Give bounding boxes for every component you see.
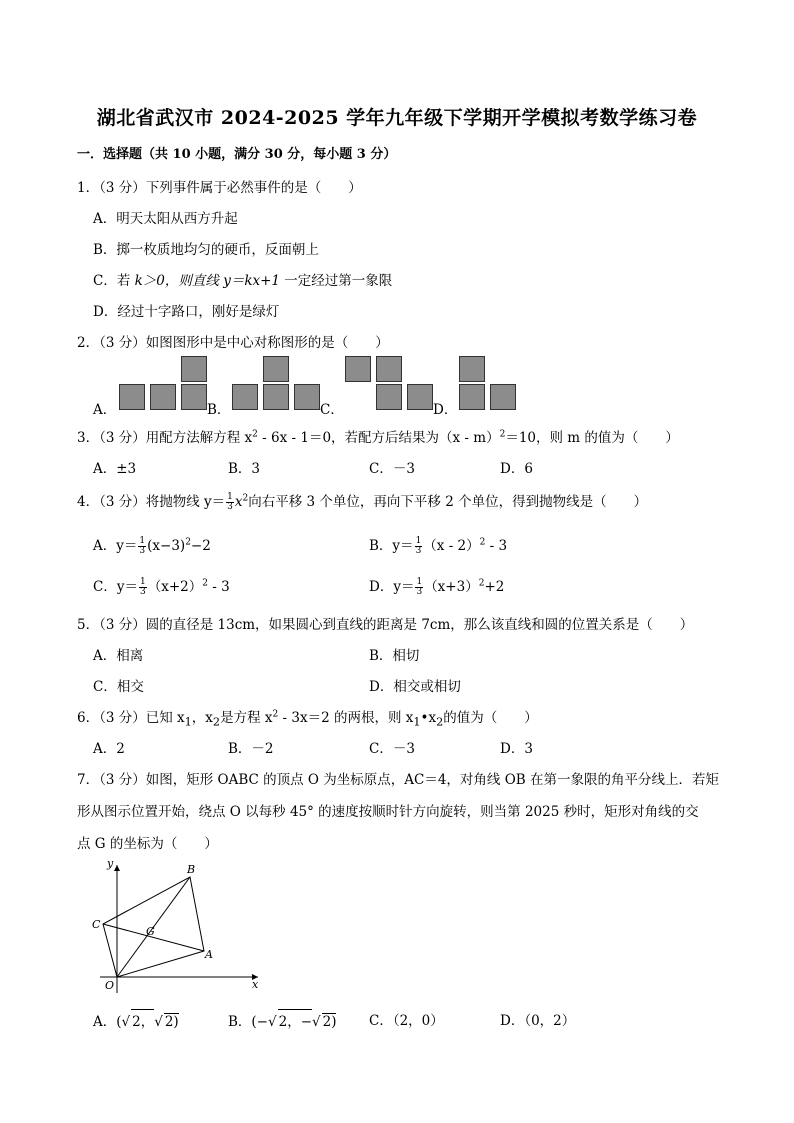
q1-stem: 1．（3 分）下列事件属于必然事件的是（ ） (77, 180, 362, 196)
q3-sup: 2 (252, 429, 258, 440)
q4-c-tail: - 3 (207, 579, 230, 595)
q7-option-d: D．（0，2） (500, 1013, 576, 1029)
q6-stem-a: 6．（3 分）已知 x (77, 710, 185, 726)
q4-sup: 2 (479, 537, 486, 548)
label-b: B (187, 863, 196, 876)
q2-d-square (459, 384, 485, 410)
q2-c-square (407, 384, 433, 410)
q2-label-d: D． (433, 402, 458, 418)
y-axis-arrow (114, 865, 120, 871)
q7-option-c: C．（2，0） (369, 1013, 444, 1029)
q7-b-mid: 2，− (278, 1009, 312, 1030)
q2-a-square (150, 384, 176, 410)
q2-label-c: C． (320, 402, 344, 418)
q4-option-a (93, 534, 211, 556)
q6-stem-e: •x (420, 710, 437, 726)
q7-a-post: 2) (164, 1014, 179, 1030)
q2-label-a: A． (93, 402, 117, 418)
frac-den: 3 (139, 546, 146, 556)
q4-stem-c: 向右平移 3 个单位，再向下平移 2 个单位，得到抛物线是（ ） (248, 494, 648, 510)
q3-stem-b: - 6x - 1＝0，若配方后结果为（x - m） (257, 430, 500, 446)
frac-num: 1 (227, 492, 233, 502)
q2-c-square (376, 384, 402, 410)
q7-b-post: 2) (322, 1014, 337, 1030)
q2-b-square (263, 384, 289, 410)
q2-shapes (90, 356, 530, 418)
q3-stem (77, 426, 679, 446)
q4-a-pre: A．y＝ (93, 538, 138, 554)
q4-b-tail: - 3 (485, 538, 508, 554)
q4-d-tail: +2 (484, 579, 505, 595)
q5-option-a: A．相离 (93, 648, 144, 664)
q2-stem: 2．（3 分）如图图形中是中心对称图形的是（ ） (77, 335, 389, 351)
q7-a-pre: A．( (93, 1014, 122, 1030)
q4-c-post: （x+2） (147, 579, 203, 595)
q6-stem-f: 的值为（ ） (443, 710, 538, 726)
q6-stem-c: 是方程 x (220, 710, 273, 726)
sqrt-icon: √ (312, 1014, 321, 1030)
label-a: A (205, 948, 213, 961)
q6-option-a: A．2 (93, 741, 125, 757)
q3-option-d: D．6 (500, 461, 533, 477)
q1-c-prefix: C．若 (93, 273, 135, 289)
q3-sup: 2 (499, 429, 506, 440)
q4-d-frac (415, 578, 423, 597)
q4-b-post: （x - 2） (423, 538, 480, 554)
q2-c-square (345, 356, 371, 382)
q7-figure (90, 855, 270, 995)
q4-sup: 2 (185, 537, 191, 548)
q6-option-b: B．－2 (228, 741, 274, 757)
q4-b-pre: B．y＝ (369, 538, 414, 554)
q2-c-square (376, 356, 402, 382)
q1-option-d: D．经过十字路口，刚好是绿灯 (93, 304, 280, 320)
q6-stem (77, 706, 538, 729)
q4-sup: 2 (242, 493, 249, 504)
q2-b-square (263, 356, 289, 382)
q6-sub: 1 (413, 715, 421, 729)
q7-option-a (93, 1009, 179, 1030)
q1-option-a: A．明天太阳从西方升起 (93, 211, 238, 227)
q6-sub: 2 (212, 715, 221, 729)
q4-stem-b: x (234, 494, 243, 510)
q4-a-frac (138, 537, 146, 556)
q5-option-d: D．相交或相切 (369, 679, 461, 695)
frac-num: 1 (415, 536, 422, 546)
q4-a-post: (x−3) (147, 538, 186, 554)
frac-num: 1 (139, 536, 146, 546)
q6-sub: 2 (436, 715, 444, 729)
q2-b-square (294, 384, 320, 410)
q7-line-2: 形从图示位置开始，绕点 O 以每秒 45° 的速度按顺时针方向旋转，则当第 2025 秒时，矩形对角线的交 (77, 804, 699, 820)
q6-option-d: D．3 (500, 741, 533, 757)
q3-option-c: C．－3 (369, 461, 415, 477)
label-y: y (107, 857, 114, 870)
frac-num: 1 (139, 577, 146, 587)
q4-option-d (369, 575, 504, 597)
q4-sup: 2 (202, 578, 208, 589)
q1-option-b: B．掷一枚质地均匀的硬币，反面朝上 (93, 242, 319, 258)
q6-option-c: C．－3 (369, 741, 415, 757)
frac-den: 3 (227, 502, 233, 512)
q3-stem-c: ＝10，则 m 的值为（ ） (505, 430, 679, 446)
q1-c-mid: k＞0，则直线 (134, 273, 224, 289)
q4-option-b (369, 534, 507, 556)
q6-sub: 1 (184, 715, 192, 729)
sqrt-icon: √ (154, 1014, 163, 1030)
q4-sup: 2 (478, 578, 485, 589)
q2-b-square (232, 384, 258, 410)
q4-b-frac (415, 537, 423, 556)
q1-c-suffix: 一定经过第一象限 (280, 273, 393, 289)
q3-option-a: A．±3 (93, 461, 137, 477)
q2-a-square (119, 384, 145, 410)
q2-a-square (181, 356, 207, 382)
q2-label-b: B． (207, 402, 231, 418)
frac-den: 3 (139, 587, 146, 597)
label-c: C (92, 918, 101, 931)
q4-c-pre: C．y＝ (93, 579, 138, 595)
q3-option-b: B．3 (228, 461, 261, 477)
q3-stem-a: 3．（3 分）用配方法解方程 x (77, 430, 253, 446)
q1-c-eq: y＝kx+1 (223, 273, 281, 289)
label-o: O (105, 979, 115, 992)
label-g: G (146, 925, 155, 938)
q7-a-mid: 2， (131, 1009, 154, 1030)
q4-c-frac (139, 578, 147, 597)
q5-stem: 5．（3 分）圆的直径是 13cm，如果圆心到直线的距离是 7cm，那么该直线和圆的位置关系是（ ） (77, 617, 694, 633)
sqrt-icon: √ (121, 1014, 131, 1030)
q1-option-c (93, 269, 392, 289)
q6-sup: 2 (272, 709, 279, 720)
q2-d-square (490, 384, 516, 410)
q4-fraction (226, 493, 234, 512)
q4-option-c (93, 575, 230, 597)
q4-d-pre: D．y＝ (369, 579, 415, 595)
q2-a-square (181, 384, 207, 410)
q5-option-b: B．相切 (369, 648, 420, 664)
frac-den: 3 (415, 546, 422, 556)
frac-num: 1 (416, 577, 423, 587)
q4-d-post: （x+3） (424, 579, 479, 595)
q2-d-square (459, 356, 485, 382)
page-title: 湖北省武汉市 2024-2025 学年九年级下学期开学模拟考数学练习卷 (96, 107, 698, 129)
q4-stem-a: 4．（3 分）将抛物线 y＝ (77, 494, 226, 510)
q5-option-c: C．相交 (93, 679, 144, 695)
frac-den: 3 (416, 587, 423, 597)
q4-stem (77, 490, 647, 512)
q4-a-tail: −2 (190, 538, 211, 554)
q6-stem-b: ，x (191, 710, 213, 726)
q7-option-b (228, 1009, 336, 1030)
q7-line-1: 7．（3 分）如图，矩形 OABC 的顶点 O 为坐标原点，AC＝4，对角线 OB 在第一象限的角平分线上．若矩 (77, 772, 720, 788)
sqrt-icon: √ (268, 1014, 277, 1030)
label-x: x (252, 978, 259, 991)
q7-b-pre: B．(− (228, 1014, 268, 1030)
q7-line-3: 点 G 的坐标为（ ） (77, 836, 218, 852)
section-heading: 一．选择题（共 10 小题，满分 30 分，每小题 3 分） (77, 147, 397, 162)
q6-stem-d: - 3x＝2 的两根，则 x (278, 710, 414, 726)
